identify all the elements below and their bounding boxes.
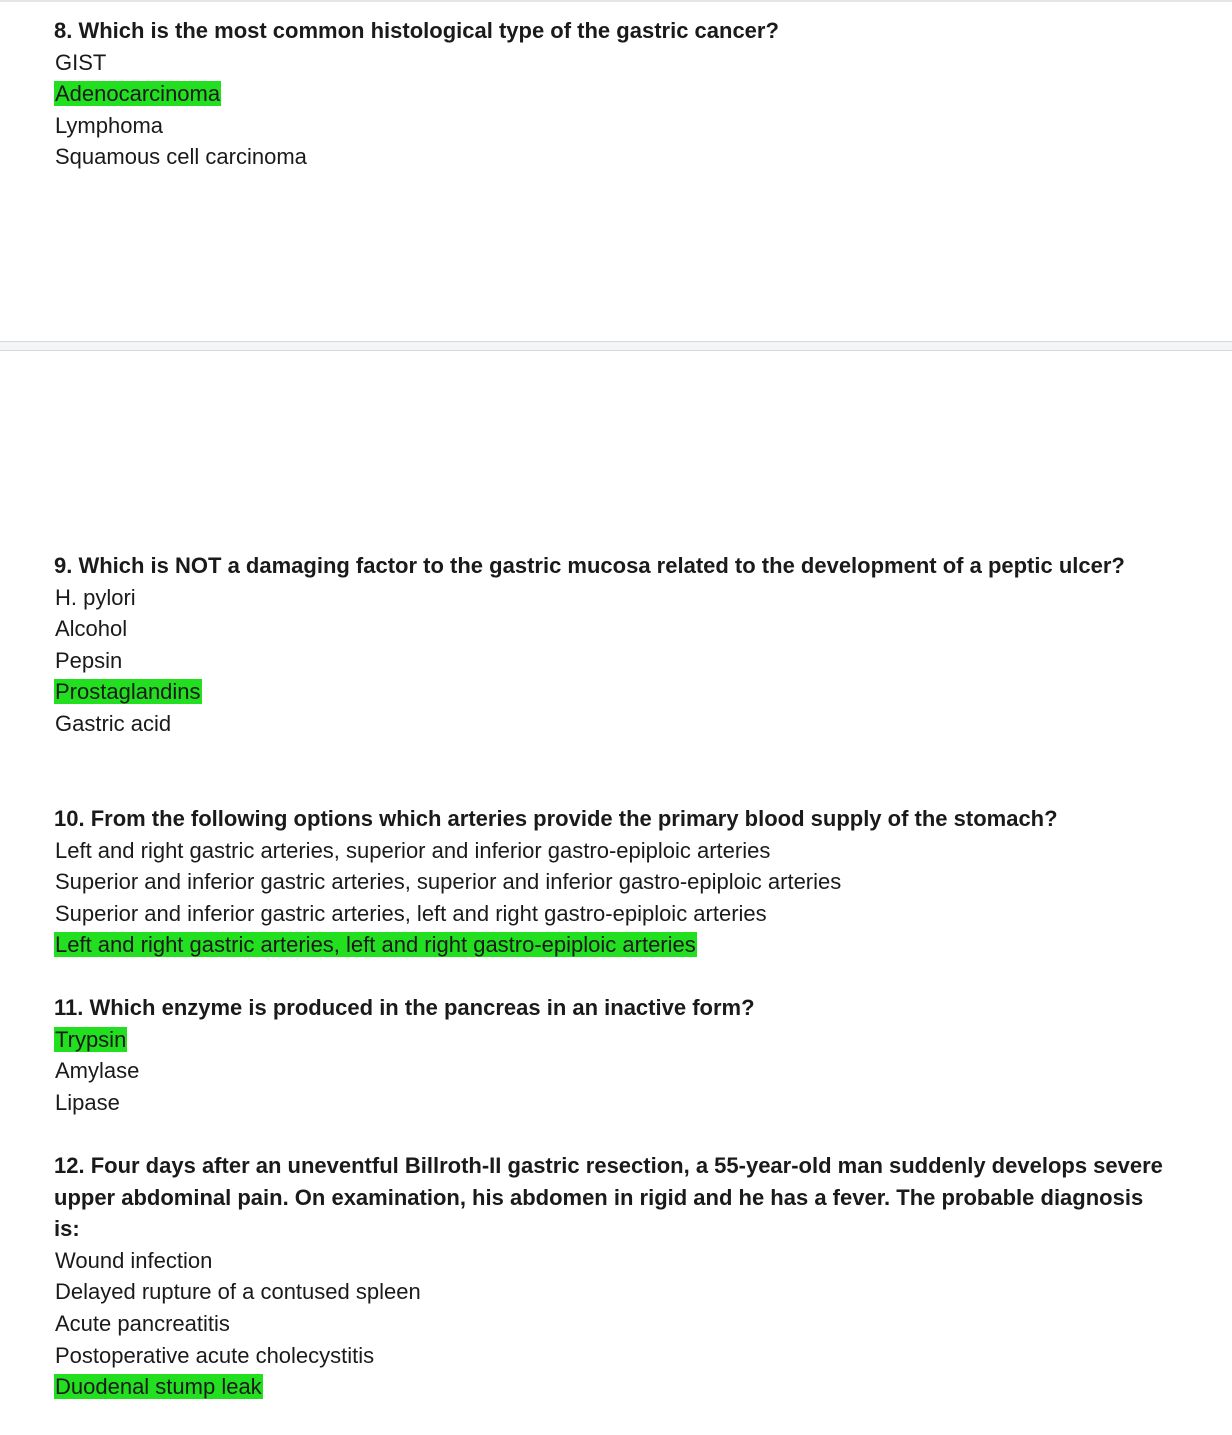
answer-option-label: Trypsin bbox=[55, 1026, 127, 1052]
question-text: 10. From the following options which arteries provide the primary blood supply of the stomach? bbox=[54, 806, 1058, 831]
question-8 bbox=[54, 15, 1174, 173]
answer-option-label: Superior and inferior gastric arteries, superior and inferior gastro-epiploic arteries bbox=[55, 869, 842, 895]
answer-option-label: Gastric acid bbox=[55, 710, 172, 736]
answer-option bbox=[54, 141, 1174, 173]
answer-option bbox=[54, 1340, 1174, 1372]
answer-option-correct bbox=[54, 78, 1174, 110]
answer-option-label: Duodenal stump leak bbox=[55, 1374, 262, 1400]
answer-option bbox=[54, 1087, 1174, 1119]
answer-option bbox=[54, 613, 1174, 645]
answer-option bbox=[54, 582, 1174, 614]
answer-option bbox=[54, 1308, 1174, 1340]
answer-option-correct bbox=[54, 1371, 1174, 1403]
answer-option bbox=[54, 645, 1174, 677]
question-11 bbox=[54, 992, 1174, 1118]
answer-option-correct bbox=[54, 929, 1174, 961]
answer-option-label: Wound infection bbox=[55, 1247, 213, 1273]
answer-option-label: GIST bbox=[55, 49, 107, 75]
answer-option-label: Left and right gastric arteries, left and right gastro-epiploic arteries bbox=[55, 932, 696, 958]
answer-option bbox=[54, 1055, 1174, 1087]
answer-option-label: Acute pancreatitis bbox=[55, 1310, 230, 1336]
answer-option bbox=[54, 898, 1174, 930]
answer-option-label: Pepsin bbox=[55, 647, 123, 673]
answer-option-label: Lymphoma bbox=[55, 112, 164, 138]
question-12 bbox=[54, 1150, 1174, 1403]
answer-option bbox=[54, 1245, 1174, 1277]
answer-option-label: Delayed rupture of a contused spleen bbox=[55, 1279, 421, 1305]
answer-option-label: H. pylori bbox=[55, 584, 136, 610]
answer-option-label: Lipase bbox=[55, 1089, 120, 1115]
question-text: 11. Which enzyme is produced in the pancreas in an inactive form? bbox=[54, 995, 755, 1020]
question-text: 9. Which is NOT a damaging factor to the gastric mucosa related to the development of a peptic ulcer? bbox=[54, 553, 1125, 578]
answer-option bbox=[54, 110, 1174, 142]
answer-option-label: Left and right gastric arteries, superior and inferior gastro-epiploic arteries bbox=[55, 837, 771, 863]
answer-options bbox=[54, 835, 1174, 961]
answer-options bbox=[54, 1024, 1174, 1119]
answer-option bbox=[54, 47, 1174, 79]
page-top-edge bbox=[0, 0, 1232, 2]
answer-option-label: Squamous cell carcinoma bbox=[55, 144, 307, 170]
answer-options bbox=[54, 1245, 1174, 1403]
answer-options bbox=[54, 47, 1174, 173]
answer-option-label: Superior and inferior gastric arteries, left and right gastro-epiploic arteries bbox=[55, 900, 767, 926]
answer-option-label: Postoperative acute cholecystitis bbox=[55, 1342, 375, 1368]
question-9 bbox=[54, 550, 1174, 740]
page-break-divider bbox=[0, 341, 1232, 351]
answer-option bbox=[54, 866, 1174, 898]
answer-option-label: Amylase bbox=[55, 1058, 140, 1084]
answer-options bbox=[54, 582, 1174, 740]
answer-option-label: Prostaglandins bbox=[55, 679, 201, 705]
question-text: 12. Four days after an uneventful Billroth-II gastric resection, a 55-year-old man suddenly develops severe upper abdominal pain. On examination, his abdomen in rigid and he has a fever. The probable diagnosis is: bbox=[54, 1153, 1163, 1242]
answer-option bbox=[54, 1276, 1174, 1308]
answer-option-label: Adenocarcinoma bbox=[55, 81, 221, 107]
question-text: 8. Which is the most common histological type of the gastric cancer? bbox=[54, 18, 779, 43]
answer-option bbox=[54, 835, 1174, 867]
answer-option-correct bbox=[54, 1024, 1174, 1056]
answer-option bbox=[54, 708, 1174, 740]
answer-option-correct bbox=[54, 676, 1174, 708]
answer-option-label: Alcohol bbox=[55, 616, 128, 642]
question-10 bbox=[54, 803, 1174, 961]
